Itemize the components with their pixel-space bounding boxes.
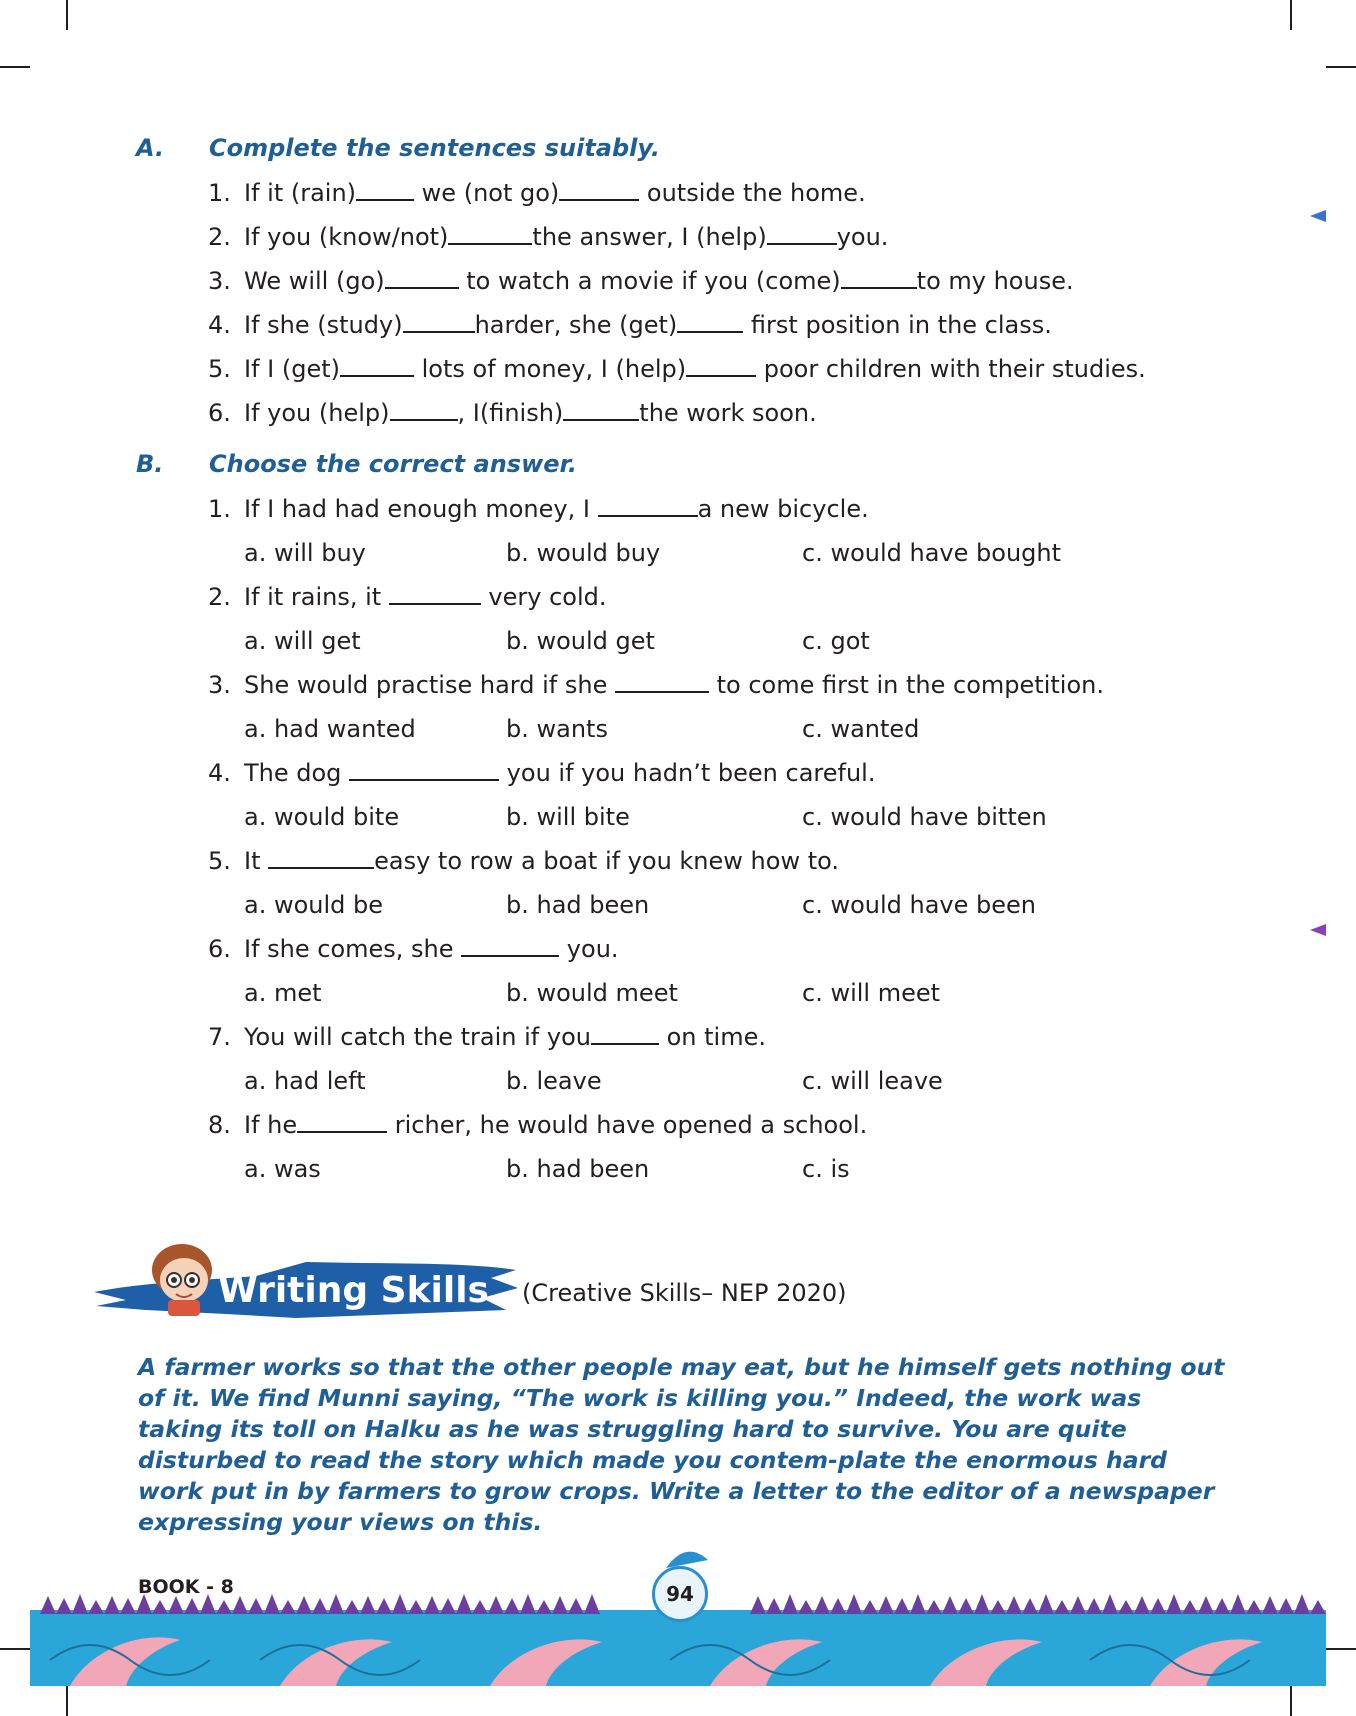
question-number: 6. [208, 935, 231, 963]
item-number: 4. [208, 311, 231, 339]
question-text-before: If it rains, it [244, 583, 389, 611]
answer-option[interactable]: b. had been [506, 1155, 650, 1183]
question-text-before: You will catch the train if you [244, 1023, 591, 1051]
question-text-after: on time. [658, 1023, 766, 1051]
question-text-before: It [244, 847, 269, 875]
answer-blank[interactable] [598, 495, 698, 517]
answer-option[interactable]: a. will get [244, 627, 361, 655]
question-text-before: If he [244, 1111, 298, 1139]
crop-mark [0, 66, 30, 68]
question-text [244, 934, 619, 964]
item-number: 3. [208, 267, 231, 295]
question-text-after: a new bicycle. [697, 495, 869, 523]
question-text [244, 670, 1104, 700]
writing-skills-title: Writing Skills [218, 1270, 489, 1311]
text-segment: we (not go) [414, 179, 560, 207]
crop-mark [1290, 0, 1292, 30]
section-a-letter: A. [136, 134, 165, 162]
question-number: 3. [208, 671, 231, 699]
answer-option[interactable]: a. had wanted [244, 715, 416, 743]
text-segment: to my house. [916, 267, 1074, 295]
text-segment: If it (rain) [244, 179, 357, 207]
item-number: 6. [208, 399, 231, 427]
section-b-letter: B. [136, 450, 164, 478]
text-segment: If I (get) [244, 355, 340, 383]
text-segment: to watch a movie if you (come) [458, 267, 841, 295]
answer-option[interactable]: b. would get [506, 627, 655, 655]
answer-blank[interactable] [677, 311, 743, 333]
text-segment: poor children with their studies. [756, 355, 1146, 383]
text-segment: If you (help) [244, 399, 390, 427]
item-text [244, 310, 1052, 340]
answer-blank[interactable] [268, 847, 374, 869]
question-number: 4. [208, 759, 231, 787]
answer-option[interactable]: a. met [244, 979, 322, 1007]
answer-blank[interactable] [340, 355, 414, 377]
question-number: 2. [208, 583, 231, 611]
answer-blank[interactable] [591, 1023, 659, 1045]
text-segment: , I(finish) [457, 399, 564, 427]
question-text [244, 758, 875, 788]
item-text [244, 398, 817, 428]
answer-option[interactable]: b. would meet [506, 979, 678, 1007]
answer-option[interactable]: c. wanted [802, 715, 920, 743]
question-text [244, 494, 869, 524]
question-number: 7. [208, 1023, 231, 1051]
answer-blank[interactable] [390, 399, 458, 421]
page-number: 94 [652, 1566, 708, 1622]
side-marker-icon [1310, 210, 1328, 222]
crop-mark [66, 0, 68, 30]
answer-blank[interactable] [767, 223, 837, 245]
answer-option[interactable]: a. would be [244, 891, 384, 919]
answer-blank[interactable] [461, 935, 559, 957]
text-segment: We will (go) [244, 267, 385, 295]
section-b-title: Choose the correct answer. [209, 450, 578, 478]
answer-option[interactable]: c. got [802, 627, 870, 655]
item-text [244, 222, 888, 252]
answer-blank[interactable] [356, 179, 414, 201]
crop-mark [0, 1648, 30, 1650]
question-text-before: If she comes, she [244, 935, 462, 963]
answer-option[interactable]: a. will buy [244, 539, 366, 567]
answer-option[interactable]: b. had been [506, 891, 650, 919]
footer-book-label: BOOK - 8 [138, 1576, 234, 1598]
text-segment: outside the home. [639, 179, 866, 207]
question-text [244, 582, 607, 612]
answer-option[interactable]: a. was [244, 1155, 321, 1183]
question-text-after: you if you hadn’t been careful. [499, 759, 876, 787]
crop-mark [1290, 1686, 1292, 1716]
answer-option[interactable]: a. would bite [244, 803, 400, 831]
question-text [244, 1110, 867, 1140]
question-number: 8. [208, 1111, 231, 1139]
answer-option[interactable]: c. would have been [802, 891, 1036, 919]
writing-prompt: A farmer works so that the other people may eat, but he himself gets nothing out of it. We find Munni saying, “The work is killing you.” Indeed, the work was taking its toll on Halku as he was struggling hard to survive. You are quite disturbed to read the story which made you contem-plate the enormous hard work put in by farmers to grow crops. Write a letter to the editor of a newspaper expressing your views on this. [138, 1353, 1225, 1536]
item-text [244, 266, 1074, 296]
answer-blank[interactable] [686, 355, 756, 377]
answer-blank[interactable] [448, 223, 532, 245]
answer-option[interactable]: c. will meet [802, 979, 941, 1007]
answer-option[interactable]: c. would have bitten [802, 803, 1047, 831]
item-number: 5. [208, 355, 231, 383]
answer-blank[interactable] [389, 583, 481, 605]
answer-option[interactable]: a. had left [244, 1067, 366, 1095]
answer-option[interactable]: c. would have bought [802, 539, 1062, 567]
item-text [244, 178, 866, 208]
question-text [244, 1022, 766, 1052]
section-a-title: Complete the sentences suitably. [209, 134, 660, 162]
writing-skills-subtitle: (Creative Skills– NEP 2020) [522, 1279, 847, 1307]
answer-option[interactable]: b. would buy [506, 539, 661, 567]
crop-mark [1326, 1648, 1356, 1650]
question-number: 1. [208, 495, 231, 523]
item-text [244, 354, 1146, 384]
answer-option[interactable]: b. leave [506, 1067, 602, 1095]
text-segment: you. [836, 223, 889, 251]
question-text-after: you. [559, 935, 619, 963]
text-segment: the answer, I (help) [532, 223, 767, 251]
answer-blank[interactable] [559, 179, 639, 201]
answer-blank[interactable] [403, 311, 475, 333]
question-text [244, 846, 839, 876]
answer-blank[interactable] [349, 759, 499, 781]
text-segment: lots of money, I (help) [414, 355, 687, 383]
question-text-after: very cold. [480, 583, 607, 611]
side-marker-icon [1310, 924, 1328, 936]
answer-option[interactable]: c. is [802, 1155, 850, 1183]
question-text-after: richer, he would have opened a school. [387, 1111, 868, 1139]
text-segment: the work soon. [639, 399, 817, 427]
answer-option[interactable]: b. will bite [506, 803, 630, 831]
text-segment: If she (study) [244, 311, 403, 339]
answer-blank[interactable] [385, 267, 459, 289]
text-segment: harder, she (get) [474, 311, 678, 339]
question-text-after: easy to row a boat if you knew how to. [374, 847, 839, 875]
answer-blank[interactable] [297, 1111, 387, 1133]
question-text-before: She would practise hard if she [244, 671, 615, 699]
question-number: 5. [208, 847, 231, 875]
question-text-after: to come first in the competition. [708, 671, 1104, 699]
text-segment: first position in the class. [743, 311, 1052, 339]
question-text-before: The dog [244, 759, 350, 787]
crop-mark [66, 1686, 68, 1716]
answer-blank[interactable] [563, 399, 639, 421]
item-number: 2. [208, 223, 231, 251]
answer-option[interactable]: b. wants [506, 715, 608, 743]
answer-option[interactable]: c. will leave [802, 1067, 943, 1095]
text-segment: If you (know/not) [244, 223, 449, 251]
crop-mark [1326, 66, 1356, 68]
answer-blank[interactable] [841, 267, 917, 289]
item-number: 1. [208, 179, 231, 207]
question-text-before: If I had had enough money, I [244, 495, 598, 523]
answer-blank[interactable] [615, 671, 709, 693]
